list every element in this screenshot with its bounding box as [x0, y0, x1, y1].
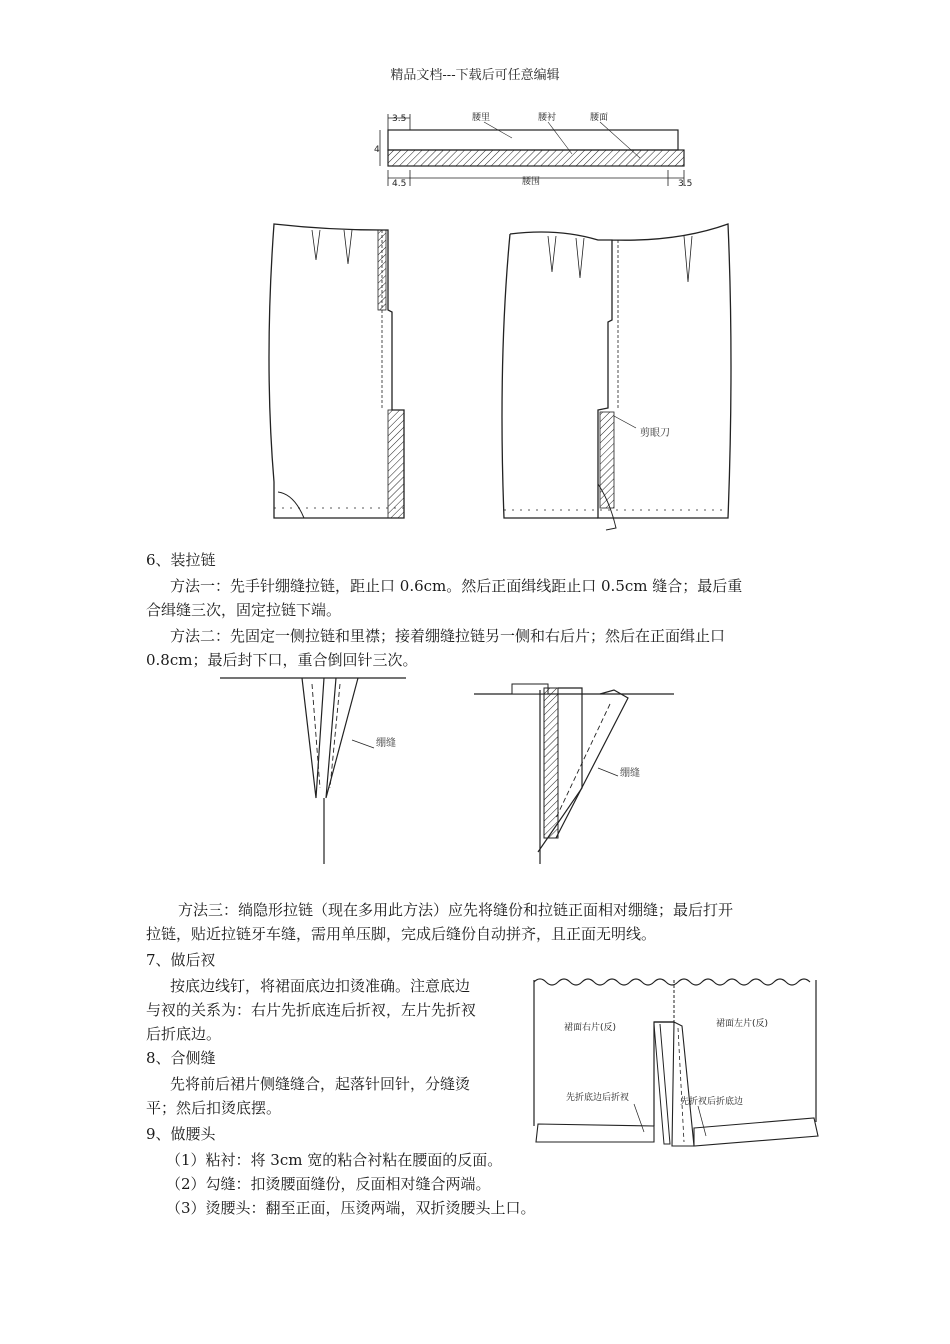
section-7-heading: 7、做后衩	[146, 951, 216, 969]
waistband-outer-label: 腰面	[590, 113, 609, 123]
waistband-facing-label: 腰里	[472, 113, 491, 123]
left-piece-label: 裙面左片(反)	[716, 1019, 769, 1029]
section-8-line-2: 平；然后扣烫底摆。	[146, 1099, 282, 1117]
section-9-item-3: （3）烫腰头：翻至正面，压烫两端，双折烫腰头上口。	[166, 1199, 536, 1217]
section-7-line-2: 与衩的关系为：右片先折底连后折衩，左片先折衩	[146, 1001, 477, 1019]
dim-height-label: 4	[374, 145, 380, 155]
section-9-heading: 9、做腰头	[146, 1125, 216, 1143]
waist-label: 腰围	[522, 177, 541, 187]
method-2-line-2: 0.8cm；最后封下口，重合倒回针三次。	[146, 651, 418, 669]
baste-label-left-1: 绷缝	[376, 738, 396, 749]
section-8-line-1: 先将前后裙片侧缝缝合，起落针回针，分缝烫	[170, 1075, 471, 1093]
waistband-lining-label: 腰衬	[538, 113, 557, 123]
method-3-line-2: 拉链，贴近拉链牙车缝，需用单压脚，完成后缝份自动拼齐，且正面无明线。	[146, 925, 657, 943]
section-6-heading: 6、装拉链	[146, 551, 216, 569]
skirt-back-pieces-diagram	[258, 212, 738, 538]
dim-bottom-right-label: 3.5	[678, 179, 693, 189]
left-piece-note: 先折衩后折底边	[680, 1097, 744, 1107]
zipper-basting-diagram	[216, 668, 676, 868]
dim-bottom-left-label: 4.5	[392, 179, 407, 189]
method-2-line-1: 方法二：先固定一侧拉链和里襟；接着绷缝拉链另一侧和右后片；然后在正面缉止口	[170, 627, 726, 645]
waistband-diagram	[372, 108, 702, 194]
dim-top-label: 3.5	[392, 114, 407, 124]
right-piece-label: 裙面右片(反)	[564, 1023, 617, 1033]
method-3-line-1: 方法三：绱隐形拉链（现在多用此方法）应先将缝份和拉链正面相对绷缝；最后打开	[178, 901, 734, 919]
right-piece-note: 先折底边后折衩	[566, 1093, 630, 1103]
method-1-line-1: 方法一：先手针绷缝拉链，距止口 0.6cm。然后正面缉线距止口 0.5cm 缝合；最后重	[170, 577, 743, 595]
section-8-heading: 8、合侧缝	[146, 1049, 216, 1067]
notch-label: 剪眼刀	[640, 428, 670, 439]
section-9-item-2: （2）勾缝：扣烫腰面缝份，反面相对缝合两端。	[166, 1175, 491, 1193]
method-1-line-2: 合缉缝三次，固定拉链下端。	[146, 601, 342, 619]
section-7-line-1: 按底边线钉，将裙面底边扣烫准确。注意底边	[170, 977, 471, 995]
section-9-item-1: （1）粘衬：将 3cm 宽的粘合衬粘在腰面的反面。	[166, 1151, 503, 1169]
back-vent-diagram	[530, 966, 820, 1156]
section-7-line-3: 后折底边。	[146, 1025, 222, 1043]
page-header: 精品文档---下载后可任意编辑	[390, 68, 560, 83]
baste-label-right: 绷缝	[620, 768, 640, 779]
